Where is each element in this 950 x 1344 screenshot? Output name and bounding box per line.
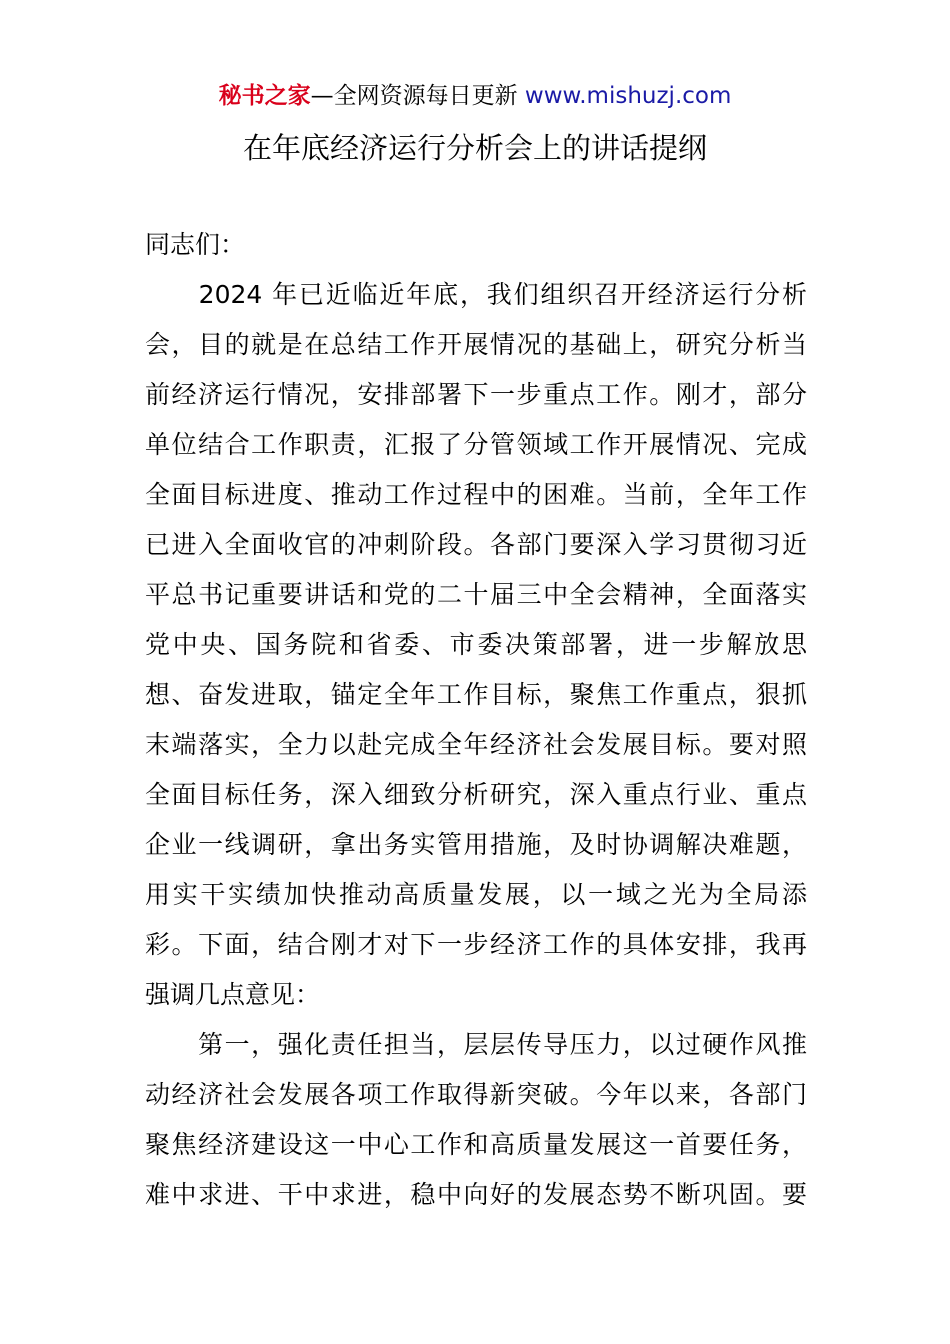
paragraph-line: 全面目标任务，深入细致分析研究，深入重点行业、重点 xyxy=(145,780,807,809)
paragraph-line: 已进入全面收官的冲刺阶段。各部门要深入学习贯彻习近 xyxy=(145,530,807,559)
paragraph-line: 强调几点意见： xyxy=(145,980,321,1009)
paragraph-line: 用实干实绩加快推动高质量发展，以一域之光为全局添 xyxy=(145,880,807,909)
paragraph-line: 末端落实，全力以赴完成全年经济社会发展目标。要对照 xyxy=(145,730,807,759)
document-title: 在年底经济运行分析会上的讲话提纲 xyxy=(242,131,707,165)
paragraph-line: 全面目标进度、推动工作过程中的困难。当前，全年工作 xyxy=(145,480,807,509)
paragraph-line: 想、奋发进取，锚定全年工作目标，聚焦工作重点，狠抓 xyxy=(145,680,807,709)
paragraph-line: 企业一线调研，拿出务实管用措施，及时协调解决难题， xyxy=(145,830,807,859)
paragraph-line: 聚焦经济建设这一中心工作和高质量发展这一首要任务， xyxy=(145,1130,807,1159)
paragraph-1 xyxy=(145,270,807,1020)
document-body xyxy=(145,220,807,1220)
site-url-link[interactable]: www.mishuzj.com xyxy=(524,83,732,109)
site-tagline: —全网资源每日更新 xyxy=(310,83,525,109)
paragraph-line: 前经济运行情况，安排部署下一步重点工作。刚才，部分 xyxy=(145,380,807,409)
paragraph-line: 难中求进、干中求进，稳中向好的发展态势不断巩固。要 xyxy=(145,1180,807,1209)
paragraph-line: 平总书记重要讲话和党的二十届三中全会精神，全面落实 xyxy=(145,580,807,609)
paragraph-line: 彩。下面，结合刚才对下一步经济工作的具体安排，我再 xyxy=(145,930,807,959)
paragraph-line: 动经济社会发展各项工作取得新突破。今年以来，各部门 xyxy=(145,1080,807,1109)
paragraph-line: 会，目的就是在总结工作开展情况的基础上，研究分析当 xyxy=(145,330,807,359)
salutation: 同志们： xyxy=(145,230,246,259)
paragraph-line: 2024 年已近临近年底，我们组织召开经济运行分析 xyxy=(145,280,807,309)
paragraph-line: 党中央、国务院和省委、市委决策部署，进一步解放思 xyxy=(145,630,807,659)
paragraph-2 xyxy=(145,1020,807,1220)
paragraph-line: 单位结合工作职责，汇报了分管领域工作开展情况、完成 xyxy=(145,430,807,459)
site-banner xyxy=(0,80,950,112)
site-brand: 秘书之家 xyxy=(218,83,311,109)
paragraph-line: 第一，强化责任担当，层层传导压力，以过硬作风推 xyxy=(145,1030,807,1059)
